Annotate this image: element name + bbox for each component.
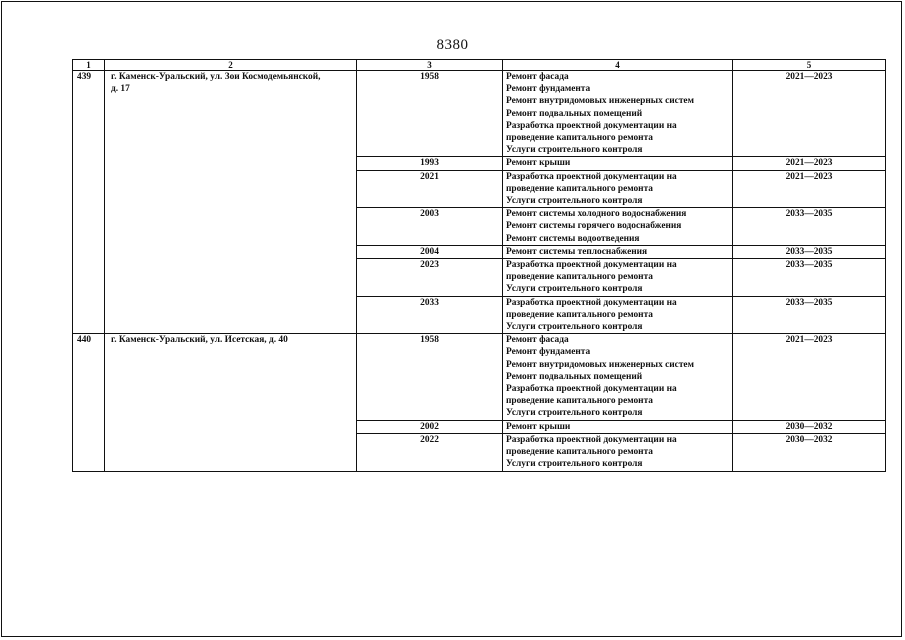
work-item: Ремонт подвальных помещений xyxy=(506,371,643,382)
page-number: 8380 xyxy=(436,37,469,53)
year-cell: 2021 xyxy=(357,170,503,208)
works-cell xyxy=(503,334,733,420)
work-item: Ремонт системы холодного водоснабжения xyxy=(506,209,687,220)
address-cell xyxy=(105,71,357,334)
header-col-5: 5 xyxy=(733,60,886,71)
period-cell: 2030—2032 xyxy=(733,433,886,471)
table-row xyxy=(73,71,886,157)
work-item: проведение капитального ремонта xyxy=(506,309,653,320)
address-line: г. Каменск-Уральский, ул. Исетская, д. 40 xyxy=(111,335,288,346)
works-cell xyxy=(503,208,733,246)
period-cell: 2030—2032 xyxy=(733,420,886,433)
work-item: Ремонт фундамента xyxy=(506,84,591,95)
work-item: Ремонт внутридомовых инженерных систем xyxy=(506,96,694,107)
work-item: Ремонт внутридомовых инженерных систем xyxy=(506,359,694,370)
work-item: проведение капитального ремонта xyxy=(506,272,653,283)
work-item: Разработка проектной документации на xyxy=(506,171,677,182)
work-item: Разработка проектной документации на xyxy=(506,297,677,308)
work-item: проведение капитального ремонта xyxy=(506,396,653,407)
work-item: Услуги строительного контроля xyxy=(506,196,643,207)
period-cell: 2033—2035 xyxy=(733,259,886,297)
period-cell: 2021—2023 xyxy=(733,71,886,157)
period-cell: 2021—2023 xyxy=(733,334,886,420)
header-col-1: 1 xyxy=(73,60,105,71)
work-item: Ремонт системы теплоснабжения xyxy=(506,246,648,257)
header-col-3: 3 xyxy=(357,60,503,71)
work-item: Ремонт фундамента xyxy=(506,347,591,358)
year-cell: 2002 xyxy=(357,420,503,433)
work-item: Ремонт фасада xyxy=(506,72,569,82)
year-cell: 2003 xyxy=(357,208,503,246)
header-col-2: 2 xyxy=(105,60,357,71)
period-cell: 2021—2023 xyxy=(733,170,886,208)
year-cell: 2023 xyxy=(357,259,503,297)
address-line: г. Каменск-Уральский, ул. Зои Космодемьянской, xyxy=(111,72,321,82)
works-cell xyxy=(503,433,733,471)
work-item: Ремонт фасада xyxy=(506,335,569,346)
record-number: 440 xyxy=(73,334,105,471)
work-item: Ремонт крыши xyxy=(506,421,571,432)
work-item: Разработка проектной документации на xyxy=(506,434,677,445)
year-cell: 1958 xyxy=(357,71,503,157)
work-item: Услуги строительного контроля xyxy=(506,322,643,333)
year-cell: 2022 xyxy=(357,433,503,471)
works-cell xyxy=(503,157,733,170)
works-cell xyxy=(503,420,733,433)
period-cell: 2033—2035 xyxy=(733,296,886,334)
year-cell: 2033 xyxy=(357,296,503,334)
table-row xyxy=(73,334,886,420)
works-cell xyxy=(503,296,733,334)
header-col-4: 4 xyxy=(503,60,733,71)
address-line: д. 17 xyxy=(111,84,130,95)
work-item: проведение капитального ремонта xyxy=(506,133,653,144)
work-item: Ремонт системы горячего водоснабжения xyxy=(506,221,682,232)
works-cell xyxy=(503,259,733,297)
period-cell: 2033—2035 xyxy=(733,245,886,258)
works-cell xyxy=(503,245,733,258)
work-item: Услуги строительного контроля xyxy=(506,408,643,419)
works-cell xyxy=(503,71,733,157)
works-cell xyxy=(503,170,733,208)
work-item: Услуги строительного контроля xyxy=(506,284,643,295)
work-item: Разработка проектной документации на xyxy=(506,260,677,271)
period-cell: 2021—2023 xyxy=(733,157,886,170)
year-cell: 1958 xyxy=(357,334,503,420)
work-item: Услуги строительного контроля xyxy=(506,459,643,470)
work-item: Ремонт крыши xyxy=(506,158,571,169)
work-item: проведение капитального ремонта xyxy=(506,183,653,194)
work-item: Ремонт системы водоотведения xyxy=(506,233,640,244)
year-cell: 2004 xyxy=(357,245,503,258)
repair-schedule-table xyxy=(72,59,886,472)
address-cell xyxy=(105,334,357,471)
work-item: проведение капитального ремонта xyxy=(506,447,653,458)
period-cell: 2033—2035 xyxy=(733,208,886,246)
work-item: Услуги строительного контроля xyxy=(506,145,643,156)
work-item: Ремонт подвальных помещений xyxy=(506,108,643,119)
work-item: Разработка проектной документации на xyxy=(506,384,677,395)
year-cell: 1993 xyxy=(357,157,503,170)
work-item: Разработка проектной документации на xyxy=(506,120,677,131)
header-row xyxy=(73,60,886,71)
record-number: 439 xyxy=(73,71,105,334)
